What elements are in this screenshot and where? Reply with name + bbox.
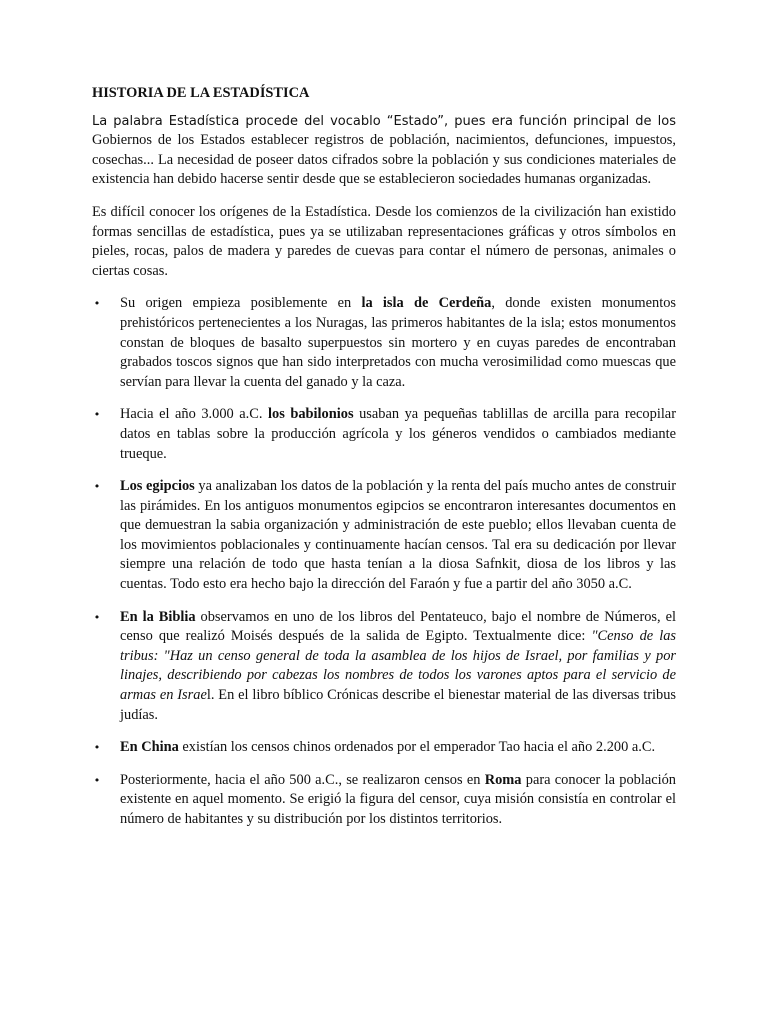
bullet-bold-text: En China	[120, 739, 179, 756]
bullet-item-roma	[92, 771, 676, 830]
bullet-icon: •	[93, 408, 101, 422]
bullet-bold-text: Los egipcios	[120, 478, 195, 495]
bullet-icon: •	[93, 773, 101, 787]
bullet-item-babilonios	[92, 405, 676, 464]
paragraph-intro-first-line: La palabra Estadística procede del vocablo “Estado”, pues era función principal de los	[92, 113, 676, 129]
bullet-item-egipcios	[92, 477, 676, 595]
paragraph-intro-rest: Gobiernos de los Estados establecer registros de población, nacimientos, defunciones, impuestos, cosechas... La necesidad de poseer datos cifrados sobre la población y sus condiciones materiales de existencia han debido hacerse sentir desde que se establecieron sociedades humanas organizadas.	[92, 132, 676, 188]
bullet-icon: •	[93, 297, 101, 311]
bullet-bold-text: Roma	[484, 771, 522, 788]
bullet-item-cerdena	[92, 294, 676, 392]
history-bullet-list	[92, 294, 676, 829]
paragraph-intro	[92, 112, 676, 190]
bullet-text: Hacia el año 3.000 a.C.	[120, 406, 269, 423]
bullet-icon: •	[93, 480, 101, 494]
bullet-quote-text: "Censo de las tribus: "Haz un censo general de toda la asamblea de los hijos de Israel, por familias y por linajes, describiendo por cabezas los nombres de todos los varones aptos para el servicio de armas en Israe	[120, 628, 677, 704]
bullet-text: usaban ya pequeñas tablillas de arcilla para recopilar datos en tablas sobre la producción agrícola y los géneros vendidos o cambiados mediante trueque.	[120, 406, 676, 462]
bullet-item-biblia	[92, 608, 676, 726]
bullet-bold-text: En la Biblia	[120, 608, 196, 625]
bullet-item-china	[92, 738, 676, 758]
bullet-icon: •	[93, 741, 101, 755]
bullet-bold-text: la isla de Cerdeña	[361, 295, 492, 312]
paragraph-origins: Es difícil conocer los orígenes de la Estadística. Desde los comienzos de la civilización han existido formas sencillas de estadística, pues ya se utilizaban representaciones gráficas y otros símbolos en pieles, rocas, palos de madera y paredes de cuevas para contar el número de personas, animales o ciertas cosas.	[92, 203, 676, 279]
bullet-text: Su origen empieza posiblemente en	[120, 295, 362, 312]
bullet-text: observamos en uno de los libros del Pentateuco, bajo el nombre de Números, el censo que realizó Moisés después de la salida de Egipto. Textualmente dice:	[120, 608, 676, 645]
document-title: HISTORIA DE LA ESTADÍSTICA	[92, 85, 310, 101]
bullet-text: , donde existen monumentos prehistóricos pertenecientes a los Nuragas, las primeros habitantes de la isla; estos monumentos constan de bloques de basalto superpuestos sin mortero y en cuyas paredes de encontraban grabados toscos signos que han sido interpretados con mucha verosimilidad como muescas que servían para llevar la cuenta del ganado y la caza.	[120, 295, 676, 390]
bullet-text: l. En el libro bíblico Crónicas describe el bienestar material de las diversas tribus judías.	[120, 687, 677, 723]
bullet-text: ya analizaban los datos de la población y la renta del país mucho antes de construir las pirámides. En los antiguos monumentos egipcios se encontraron interesantes documentos en que demuestran la sabia organización y administración de este pueblo; ellos llevaban cuenta de los movimientos poblacionales y continuamente hacían censos. Tal era su dedicación por llevar siempre una relación de todo que hasta tenían a la diosa Safnkit, diosa de los libros y las cuentas. Todo esto era hecho bajo la dirección del Faraón y fue a partir del año 3050 a.C.	[120, 478, 676, 593]
bullet-bold-text: los babilonios	[268, 406, 354, 423]
bullet-text: Posteriormente, hacia el año 500 a.C., se realizaron censos en	[120, 771, 485, 788]
bullet-text: existían los censos chinos ordenados por el emperador Tao hacia el año 2.200 a.C.	[178, 739, 656, 756]
document-body	[92, 84, 676, 843]
bullet-text: para conocer la población existente en aquel momento. Se erigió la figura del censor, cuya misión consistía en controlar el número de habitantes y su distribución por los distintos territorios.	[120, 771, 676, 827]
bullet-icon: •	[93, 610, 101, 624]
